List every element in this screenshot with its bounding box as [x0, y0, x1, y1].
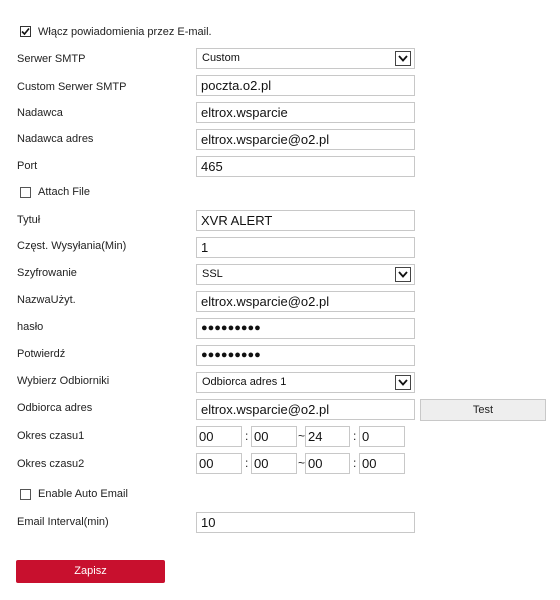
period2-tilde: ~ — [298, 456, 306, 470]
recipients-label: Wybierz Odbiorniki — [17, 375, 110, 387]
encryption-select[interactable] — [196, 264, 415, 285]
password-label: hasło — [17, 321, 44, 333]
period2-start-minute[interactable]: 00 — [251, 453, 297, 474]
username-label: NazwaUżyt. — [17, 294, 76, 306]
period1-end-hour[interactable]: 24 — [305, 426, 350, 447]
period1-end-minute[interactable]: 0 — [359, 426, 405, 447]
auto-email-label: Enable Auto Email — [38, 488, 128, 500]
subject-input[interactable]: XVR ALERT — [196, 210, 415, 231]
send-frequency-input[interactable]: 1 — [196, 237, 415, 258]
email-interval-label: Email Interval(min) — [17, 516, 109, 528]
email-interval-input[interactable]: 10 — [196, 512, 415, 533]
period2-end-minute[interactable]: 00 — [359, 453, 405, 474]
username-input[interactable]: eltrox.wsparcie@o2.pl — [196, 291, 415, 312]
email-notify-checkbox[interactable] — [20, 26, 31, 37]
email-notify-label: Włącz powiadomienia przez E-mail. — [38, 26, 212, 38]
period2-end-hour[interactable]: 00 — [305, 453, 350, 474]
chevron-down-icon[interactable] — [395, 375, 411, 390]
chevron-down-icon[interactable] — [395, 51, 411, 66]
sender-label: Nadawca — [17, 107, 63, 119]
recipients-select[interactable] — [196, 372, 415, 393]
period2-label: Okres czasu2 — [17, 458, 85, 470]
smtp-server-value: Custom — [202, 52, 240, 64]
chevron-down-icon[interactable] — [395, 267, 411, 282]
save-button[interactable]: Zapisz — [16, 560, 165, 583]
custom-smtp-input[interactable]: poczta.o2.pl — [196, 75, 415, 96]
sender-input[interactable]: eltrox.wsparcie — [196, 102, 415, 123]
period1-start-minute[interactable]: 00 — [251, 426, 297, 447]
password-input[interactable]: ●●●●●●●●● — [196, 318, 415, 339]
confirm-password-label: Potwierdź — [17, 348, 66, 360]
period2-colon-1: : — [245, 456, 249, 470]
period1-tilde: ~ — [298, 429, 306, 443]
test-button[interactable]: Test — [420, 399, 546, 421]
smtp-server-label: Serwer SMTP — [17, 53, 86, 65]
subject-label: Tytuł — [17, 214, 41, 226]
recipient-address-input[interactable]: eltrox.wsparcie@o2.pl — [196, 399, 415, 420]
encryption-value: SSL — [202, 268, 223, 280]
sender-address-label: Nadawca adres — [17, 133, 94, 145]
confirm-password-input[interactable]: ●●●●●●●●● — [196, 345, 415, 366]
attach-file-checkbox[interactable] — [20, 187, 31, 198]
period1-start-hour[interactable]: 00 — [196, 426, 242, 447]
period2-start-hour[interactable]: 00 — [196, 453, 242, 474]
encryption-label: Szyfrowanie — [17, 267, 77, 279]
smtp-server-select[interactable] — [196, 48, 415, 69]
check-icon — [21, 27, 30, 36]
auto-email-checkbox[interactable] — [20, 489, 31, 500]
recipients-value: Odbiorca adres 1 — [202, 376, 287, 388]
period1-label: Okres czasu1 — [17, 430, 85, 442]
custom-smtp-label: Custom Serwer SMTP — [17, 81, 127, 93]
recipient-address-label: Odbiorca adres — [17, 402, 93, 414]
attach-file-label: Attach File — [38, 186, 90, 198]
port-label: Port — [17, 160, 38, 172]
period1-colon-2: : — [353, 429, 357, 443]
send-frequency-label: Częst. Wysyłania(Min) — [17, 240, 127, 252]
period2-colon-2: : — [353, 456, 357, 470]
period1-colon-1: : — [245, 429, 249, 443]
port-input[interactable]: 465 — [196, 156, 415, 177]
sender-address-input[interactable]: eltrox.wsparcie@o2.pl — [196, 129, 415, 150]
